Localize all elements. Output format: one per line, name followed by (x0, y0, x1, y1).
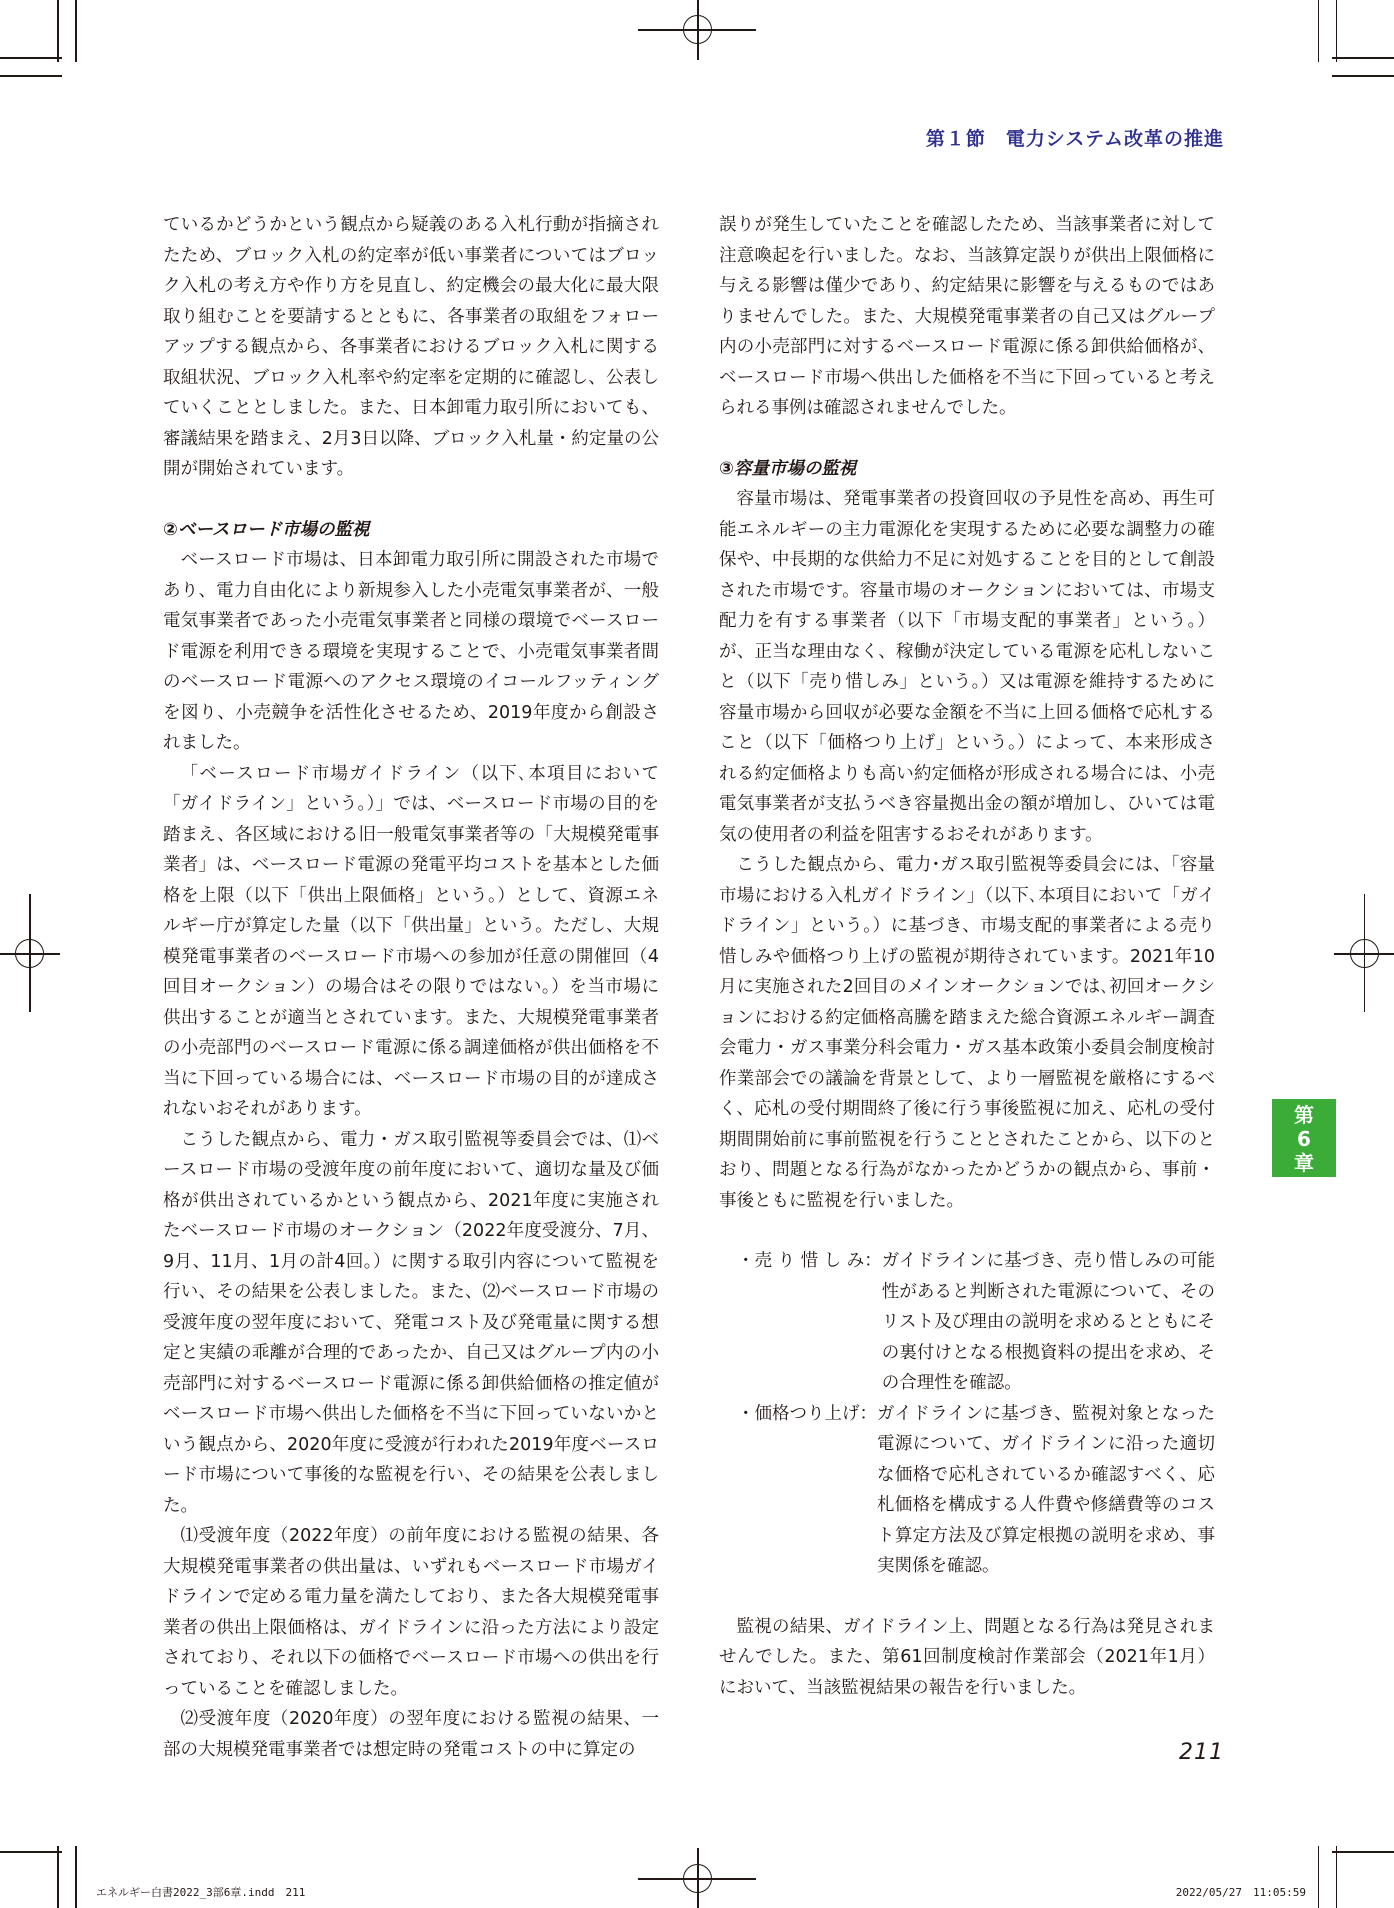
crop-mark (1332, 75, 1394, 77)
crop-mark (0, 1851, 62, 1853)
crop-mark (1318, 1846, 1320, 1908)
crop-mark (1318, 0, 1320, 62)
crop-mark (0, 75, 62, 77)
footer-timestamp: 2022/05/27 11:05:59 (1175, 1886, 1306, 1899)
chapter-tab (1272, 1099, 1336, 1177)
crop-mark (1332, 57, 1394, 59)
chapter-tab-line: 第 (1294, 1103, 1314, 1127)
crop-mark (1332, 1851, 1394, 1853)
crop-mark (1336, 1846, 1338, 1908)
bullet-item (719, 1246, 1215, 1399)
crop-mark (57, 0, 59, 62)
bullet-description: ガイドラインに基づき、売り惜しみの可能性があると判断された電源について、そのリスト及び理由の説明を求めるとともにその裏付けとなる根拠資料の提出を求め、その合理性を確認。 (881, 1251, 1215, 1393)
page-number: 211 (1179, 1740, 1224, 1765)
crop-mark (57, 1846, 59, 1908)
left-column (163, 210, 659, 1765)
bullet-term: ・売 り 惜 し み： (737, 1251, 882, 1271)
footer-file-name: エネルギー白書2022_3部6章.indd 211 (96, 1886, 306, 1899)
body-paragraph: ⑵受渡年度（2020年度）の翌年度における監視の結果、一部の大規模発電事業者では想定時の発電コストの中に算定の (163, 1709, 659, 1760)
body-paragraph: 容量市場は、発電事業者の投資回収の予見性を高め、再生可能エネルギーの主力電源化を実現するために必要な調整力の確保や、中長期的な供給力不足に対処することを目的として創設された市場です。容量市場のオークションにおいては、市場支配力を有する事業者（以下「市場支配的事業者」という。）が、正当な理由なく、稼働が決定している電源を応札しないこと（以下「売り惜しみ」という。）又は電源を維持するために容量市場から回収が必要な金額を不当に上回る価格で応札すること（以下「価格つり上げ」という。）によって、本来形成される約定価格よりも高い約定価格が形成される場合には、小売電気事業者が支払うべき容量拠出金の額が増加し、ひいては電気の使用者の利益を阻害するおそれがあります。 (719, 489, 1215, 845)
body-paragraph: こうした観点から、電力･ガス取引監視等委員会には、「容量市場における入札ガイドライン」（以下､本項目において「ガイドライン」という。）に基づき、市場支配的事業者による売り惜しみや価格つり上げの監視が期待されています。2021年10月に実施された2回目のメインオークションでは､初回オークションにおける約定価格高騰を踏まえた総合資源エネルギー調査会電力・ガス事業分科会電力・ガス基本政策小委員会制度検討作業部会での議論を背景として、より一層監視を厳格にするべく、応札の受付期間終了後に行う事後監視に加え、応札の受付期間開始前に事前監視を行うこととされたことから、以下のとおり、問題となる行為がなかったかどうかの観点から、事前・事後ともに監視を行いました。 (719, 855, 1215, 1211)
crop-mark (75, 0, 77, 62)
crop-mark (0, 57, 62, 59)
body-paragraph: ⑴受渡年度（2022年度）の前年度における監視の結果、各大規模発電事業者の供出量は、いずれもベースロード市場ガイドラインで定める電力量を満たしており、また各大規模発電事業者の供出上限価格は、ガイドラインに沿った方法により設定されており、それ以下の価格でベースロード市場への供出を行っていることを確認しました。 (163, 1526, 659, 1699)
chapter-tab-line: 章 (1294, 1151, 1314, 1175)
body-paragraph: 誤りが発生していたことを確認したため、当該事業者に対して注意喚起を行いました。なお、当該算定誤りが供出上限価格に与える影響は僅少であり、約定結果に影響を与えるものではありませんでした。また、大規模発電事業者の自己又はグループ内の小売部門に対するベースロード電源に係る卸供給価格が、ベースロード市場へ供出した価格を不当に下回っていると考えられる事例は確認されませんでした。 (719, 215, 1215, 418)
section-heading: ②ベースロード市場の監視 (163, 519, 370, 540)
crop-mark (1336, 0, 1338, 62)
registration-mark (15, 939, 44, 968)
crop-mark (75, 1846, 77, 1908)
bullet-term: ・価格つり上げ： (737, 1403, 877, 1424)
body-paragraph: こうした観点から、電力・ガス取引監視等委員会では、⑴ベースロード市場の受渡年度の前年度において、適切な量及び価格が供出されているかという観点から、2021年度に実施されたベースロード市場のオークション（2022年度受渡分、7月、9月、11月、1月の計4回。）に関する取引内容について監視を行い、その結果を公表しました。また、⑵ベースロード市場の受渡年度の翌年度において、発電コスト及び発電量に関する想定と実績の乖離が合理的であったか、自己又はグループ内の小売部門に対するベースロード電源に係る卸供給価格の推定値がベースロード市場へ供出した価格を不当に下回っていないかという観点から、2020年度に受渡が行われた2019年度ベースロード市場について事後的な監視を行い、その結果を公表しました。 (163, 1129, 659, 1516)
right-column (719, 210, 1215, 1703)
body-paragraph: 監視の結果、ガイドライン上、問題となる行為は発見されませんでした。また、第61回制度検討作業部会（2021年1月）において、当該監視結果の報告を行いました。 (719, 1616, 1215, 1698)
body-paragraph: ているかどうかという観点から疑義のある入札行動が指摘されたため、ブロック入札の約定率が低い事業者についてはブロック入札の考え方や作り方を見直し、約定機会の最大化に最大限取り組むことを要請するとともに、各事業者の取組をフォローアップする観点から、各事業者におけるブロック入札に関する取組状況、ブロック入札率や約定率を定期的に確認し、公表していくこととしました。また、日本卸電力取引所においても、審議結果を踏まえ、2月3日以降、ブロック入札量・約定量の公開が開始されています。 (163, 215, 659, 479)
body-paragraph: 「ベースロード市場ガイドライン（以下､本項目において「ガイドライン」という。）」では、ベースロード市場の目的を踏まえ、各区域における旧一般電気事業者等の「大規模発電事業者」は、ベースロード電源の発電平均コストを基本とした価格を上限（以下「供出上限価格」という。）として、資源エネルギー庁が算定した量（以下「供出量」という。ただし、大規模発電事業者のベースロード市場への参加が任意の開催回（4回目オークション）の場合はその限りではない。）を当市場に供出することが適当とされています。また、大規模発電事業者の小売部門のベースロード電源に係る調達価格が供出価格を不当に下回っている場合には、ベースロード市場の目的が達成されないおそれがあります。 (163, 763, 659, 1119)
section-header: 第１節 電力システム改革の推進 (925, 128, 1224, 150)
registration-mark (1350, 939, 1379, 968)
section-heading: ③容量市場の監視 (719, 458, 857, 479)
bullet-item (719, 1399, 1215, 1582)
chapter-tab-line: 6 (1297, 1127, 1311, 1151)
registration-mark (683, 15, 712, 44)
registration-mark (683, 1864, 712, 1893)
bullet-description: ガイドラインに基づき、監視対象となった電源について、ガイドラインに沿った適切な価格で応札されているか確認すべく、応札価格を構成する人件費や修繕費等のコスト算定方法及び算定根拠の説明を求め、事実関係を確認。 (877, 1403, 1215, 1576)
body-paragraph: ベースロード市場は、日本卸電力取引所に開設された市場であり、電力自由化により新規参入した小売電気事業者が、一般電気事業者であった小売電気事業者と同様の環境でベースロード電源を利用できる環境を実現することで、小売電気事業者間のベースロード電源へのアクセス環境のイコールフッティングを図り、小売競争を活性化させるため、2019年度から創設されました。 (163, 550, 659, 753)
